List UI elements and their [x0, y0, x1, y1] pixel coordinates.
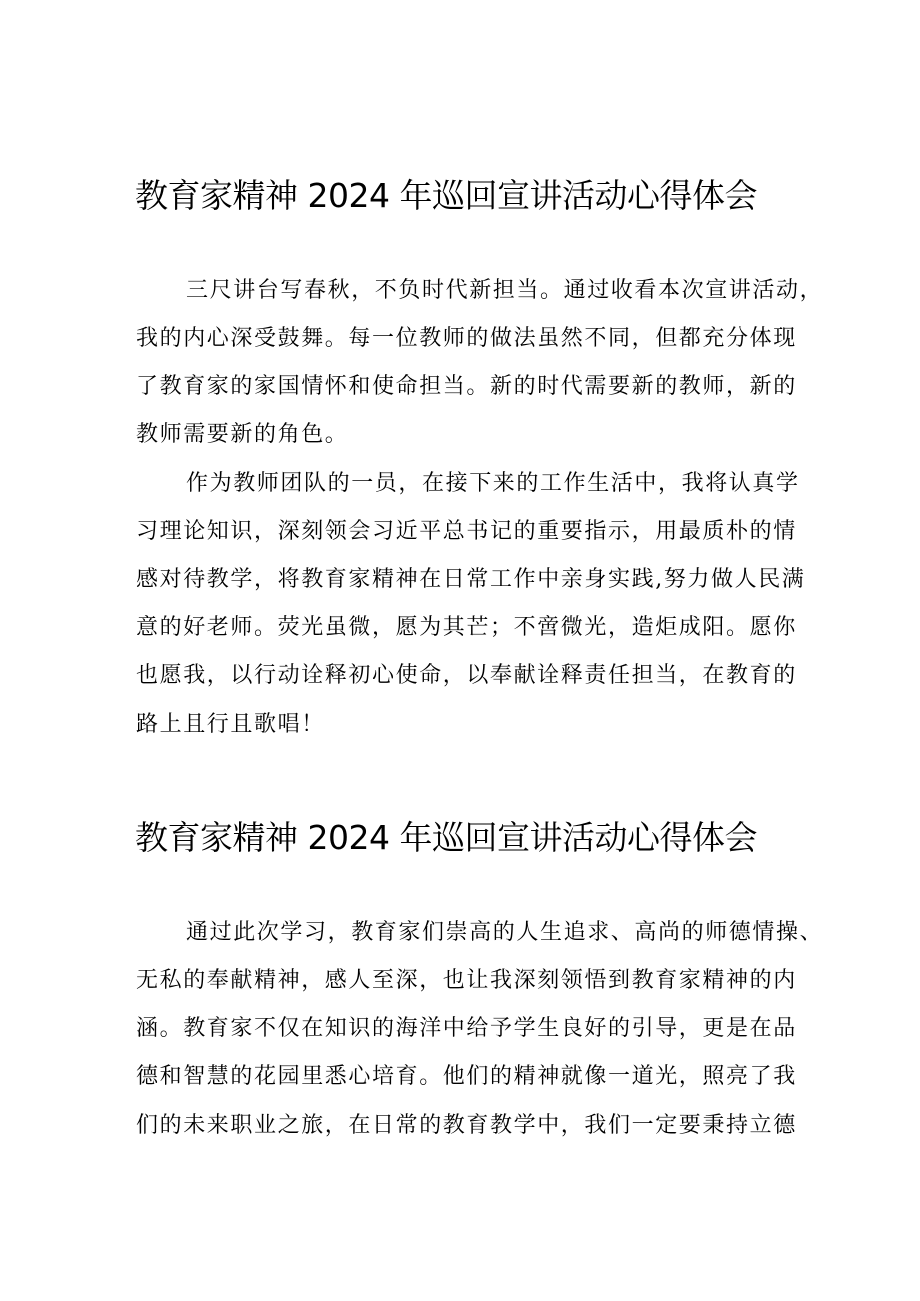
section-1-paragraph-1-line-4: 教师需要新的角色。 [136, 422, 349, 447]
section-1-paragraph-1-line-3: 了教育家的家国情怀和使命担当。新的时代需要新的教师，新的 [136, 374, 797, 399]
section-1-paragraph-2-line-3: 感对待教学，将教育家精神在日常工作中亲身实践,努力做人民满 [136, 567, 806, 592]
section-2-paragraph-1-line-1: 通过此次学习，教育家们崇高的人生追求、高尚的师德情操、 [186, 920, 824, 945]
section-2-paragraph-1-line-2: 无私的奉献精神，感人至深，也让我深刻领悟到教育家精神的内 [136, 968, 797, 993]
section-1-paragraph-1-line-2: 我的内心深受鼓舞。每一位教师的做法虽然不同，但都充分体现 [136, 326, 797, 351]
section-1-paragraph-2-line-5: 也愿我，以行动诠释初心使命，以奉献诠释责任担当，在教育的 [136, 663, 797, 688]
section-1-paragraph-1-line-1: 三尺讲台写春秋，不负时代新担当。通过收看本次宣讲活动， [186, 278, 824, 303]
section-2-paragraph-1-line-3: 涵。教育家不仅在知识的海洋中给予学生良好的引导，更是在品 [136, 1016, 797, 1041]
section-1-paragraph-2-line-1: 作为教师团队的一员，在接下来的工作生活中，我将认真学 [186, 471, 800, 496]
section-1-paragraph-2-line-2: 习理论知识，深刻领会习近平总书记的重要指示，用最质朴的情 [136, 519, 797, 544]
section-2-paragraph-1-line-5: 们的未来职业之旅，在日常的教育教学中，我们一定要秉持立德 [136, 1113, 797, 1138]
section-2-paragraph-1-line-4: 德和智慧的花园里悉心培育。他们的精神就像一道光，照亮了我 [136, 1064, 797, 1089]
section-1-title: 教育家精神 2024 年巡回宣讲活动心得体会 [135, 176, 757, 215]
section-1-paragraph-2-line-6: 路上且行且歌唱！ [136, 712, 325, 737]
section-1-paragraph-2-line-4: 意的好老师。荧光虽微，愿为其芒；不啻微光，造炬成阳。愿你 [136, 615, 797, 640]
section-2-title: 教育家精神 2024 年巡回宣讲活动心得体会 [135, 818, 757, 857]
